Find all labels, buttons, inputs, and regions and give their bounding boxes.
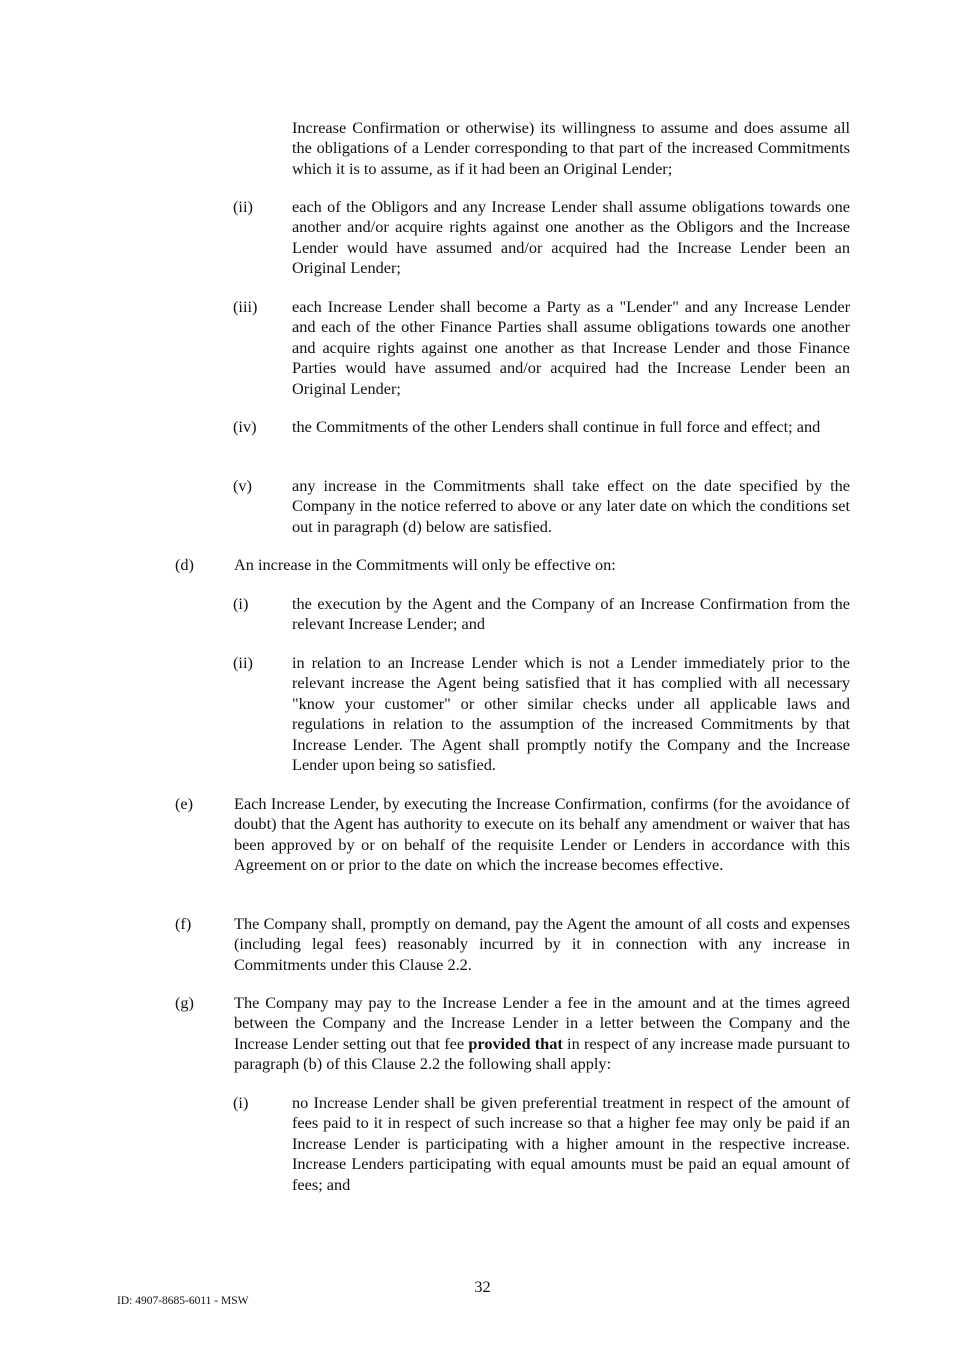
paragraph-text: Increase Confirmation or otherwise) its willingness to assume and does assume all the obligations of a Lender corresponding to that part of the increased Commitments which it is to assume, as if it had been an Original Lender; <box>292 118 850 178</box>
paragraph-number: (i) <box>233 594 249 613</box>
paragraph-number: (g) <box>175 993 194 1012</box>
paragraph-number: (i) <box>233 1093 249 1112</box>
paragraph-number: (v) <box>233 476 252 495</box>
paragraph-number: (ii) <box>233 653 253 672</box>
paragraph-number: (e) <box>175 794 194 813</box>
paragraph-text: any increase in the Commitments shall take effect on the date specified by the Company in the notice referred to above or any later date on which the conditions set out in paragraph (d) below are satisfied. <box>292 476 850 536</box>
provided-that-bold-text: provided that <box>468 1033 563 1053</box>
paragraph-text: each of the Obligors and any Increase Lender shall assume obligations towards one another and/or acquire rights against one another as the Obligors and the Increase Lender would have assumed and/or acquired had the Increase Lender been an Original Lender; <box>292 197 850 278</box>
paragraph-text: The Company shall, promptly on demand, pay the Agent the amount of all costs and expenses (including legal fees) reasonably incurred by it in connection with any increase in Commitments under this Clause 2.2. <box>234 914 850 974</box>
paragraph-number: (d) <box>175 555 194 574</box>
paragraph-text: the Commitments of the other Lenders shall continue in full force and effect; and <box>292 417 821 436</box>
paragraph-text: in relation to an Increase Lender which is not a Lender immediately prior to the relevant increase the Agent being satisfied that it has complied with all necessary "know your customer" or other similar checks under all applicable laws and regulations in relation to the assumption of the increased Commitments by that Increase Lender. The Agent shall promptly notify the Company and the Increase Lender upon being so satisfied. <box>292 653 850 775</box>
paragraph-text: Each Increase Lender, by executing the Increase Confirmation, confirms (for the avoidance of doubt) that the Agent has authority to execute on its behalf any amendment or waiver that has been approved by or on behalf of the requisite Lender or Lenders in accordance with this Agreement on or prior to the date on which the increase becomes effective. <box>234 794 850 875</box>
paragraph-number: (f) <box>175 914 192 933</box>
paragraph-number: (iii) <box>233 297 258 316</box>
document-id: ID: 4907-8685-6011 - MSW <box>117 1295 249 1307</box>
paragraph-number: (ii) <box>233 197 253 216</box>
paragraph-text: the execution by the Agent and the Company of an Increase Confirmation from the relevant Increase Lender; and <box>292 594 850 634</box>
page-number: 32 <box>474 1277 491 1296</box>
paragraph-text-part: in respect of any increase made pursuant to paragraph (b) of this Clause 2.2 the following shall apply: <box>234 1033 850 1074</box>
paragraph-number: (iv) <box>233 417 257 436</box>
paragraph-text <box>234 993 850 1075</box>
paragraph-text: no Increase Lender shall be given preferential treatment in respect of the amount of fees paid to it in respect of such increase so that a higher fee may only be paid if an Increase Lender is participating with a higher amount in the respective increase. Increase Lenders participating with equal amounts must be paid an equal amount of fees; and <box>292 1093 850 1194</box>
paragraph-text: each Increase Lender shall become a Party as a "Lender" and any Increase Lender and each of the other Finance Parties shall assume obligations towards one another and acquire rights against one another as that Increase Lender and those Finance Parties would have assumed and/or acquired had the Increase Lender been an Original Lender; <box>292 297 850 398</box>
paragraph-text-part: The Company may pay to the Increase Lender a fee in the amount and at the times agreed between the Company and the Increase Lender in a letter between the Company and the Increase Lender setting out that fee <box>234 993 850 1053</box>
paragraph-text: An increase in the Commitments will only be effective on: <box>234 555 616 574</box>
